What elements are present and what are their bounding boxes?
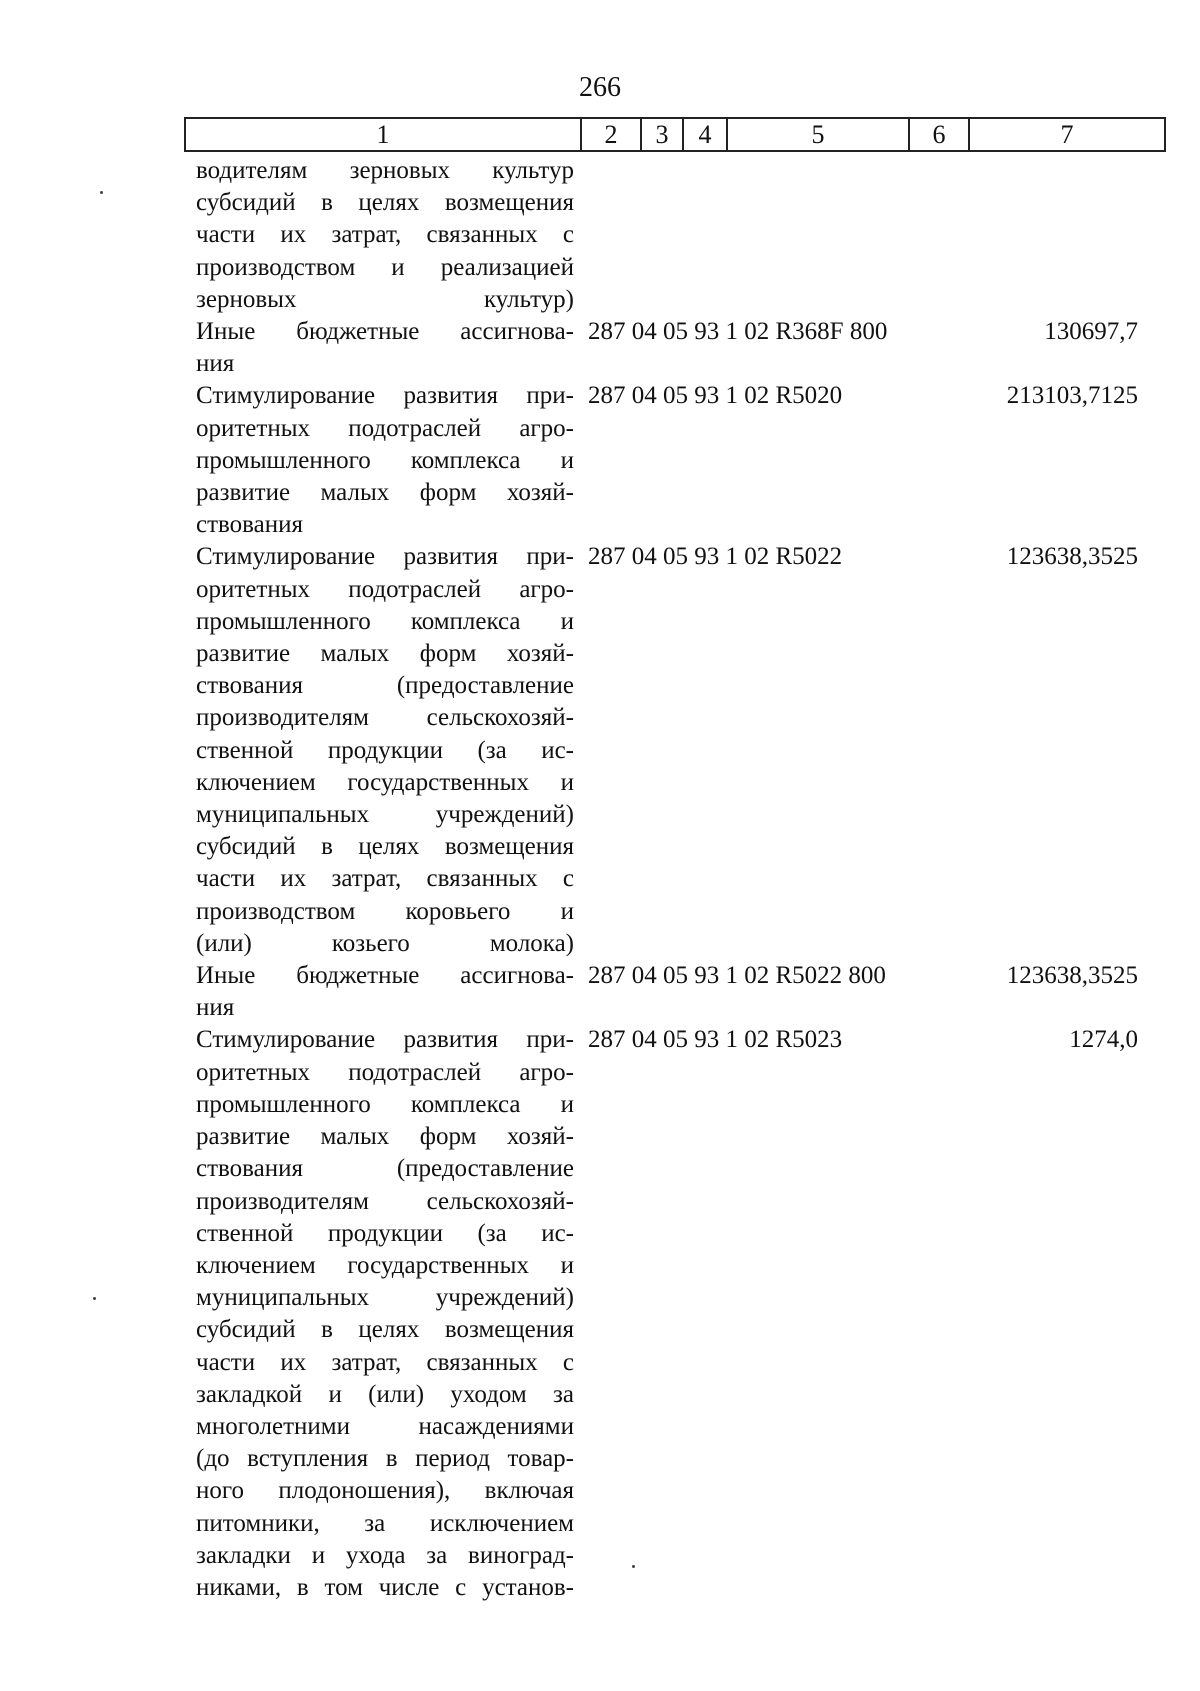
description-line: ния — [196, 350, 235, 378]
description-line: развитие малых форм хозяй- — [196, 479, 574, 507]
scan-speck — [93, 1297, 96, 1300]
description-line: закладкой и (или) уходом за — [196, 1380, 574, 1408]
description-line: ствования — [196, 511, 303, 539]
column-header-7: 7 — [969, 118, 1165, 151]
column-header-5: 5 — [727, 118, 909, 151]
budget-classification-code: 287 04 05 93 1 02 R5022 — [588, 543, 843, 571]
description-line: развитие малых форм хозяй- — [196, 640, 574, 668]
column-header-row — [185, 118, 1165, 151]
description-line: оритетных подотраслей агро- — [196, 575, 574, 603]
scan-speck — [632, 1565, 635, 1568]
budget-classification-code: 287 04 05 93 1 02 R5023 — [588, 1026, 843, 1054]
row-description — [196, 541, 574, 960]
description-line: ствования (предоставление — [196, 1155, 574, 1183]
description-line: муниципальных учреждений) — [196, 1284, 574, 1312]
row-description — [196, 155, 574, 316]
description-line: муниципальных учреждений) — [196, 801, 574, 829]
row-description — [196, 380, 574, 541]
description-line: Стимулирование развития при- — [196, 543, 574, 571]
description-line: развитие малых форм хозяй- — [196, 1123, 574, 1151]
description-line: части их затрат, связанных с — [196, 1348, 574, 1376]
description-line: оритетных подотраслей агро- — [196, 1058, 574, 1086]
description-line: промышленного комплекса и — [196, 1090, 574, 1118]
description-line: ственной продукции (за ис- — [196, 1219, 574, 1247]
column-header-1: 1 — [185, 118, 581, 151]
row-description — [196, 316, 574, 380]
description-line: никами, в том числе с установ- — [196, 1573, 574, 1601]
table-row — [196, 1024, 1176, 1604]
scan-speck — [100, 191, 103, 194]
description-line: (до вступления в период товар- — [196, 1445, 574, 1473]
description-line: промышленного комплекса и — [196, 446, 574, 474]
budget-classification-code: 287 04 05 93 1 02 R5022 800 — [588, 962, 886, 990]
column-header-table — [184, 117, 1166, 152]
description-line: субсидий в целях возмещения — [196, 833, 574, 861]
description-line: закладки и ухода за виноград- — [196, 1541, 574, 1569]
description-line: производителям сельскохозяй- — [196, 1187, 574, 1215]
budget-classification-code: 287 04 05 93 1 02 R5020 — [588, 382, 843, 410]
description-line: промышленного комплекса и — [196, 607, 574, 635]
description-line: питомники, за исключением — [196, 1509, 574, 1537]
amount-value: 123638,3525 — [1006, 962, 1138, 990]
description-line: производителям сельскохозяй- — [196, 704, 574, 732]
amount-value: 130697,7 — [1044, 318, 1138, 346]
row-description — [196, 960, 574, 1024]
row-description — [196, 1024, 574, 1604]
table-row — [196, 316, 1176, 380]
amount-value: 123638,3525 — [1006, 543, 1138, 571]
table-row — [196, 960, 1176, 1024]
description-line: части их затрат, связанных с — [196, 221, 574, 249]
column-header-2: 2 — [581, 118, 641, 151]
description-line: субсидий в целях возмещения — [196, 189, 574, 217]
description-line: многолетними насаждениями — [196, 1412, 574, 1440]
description-line: производством коровьего и — [196, 897, 574, 925]
description-line: субсидий в целях возмещения — [196, 1316, 574, 1344]
description-line: части их затрат, связанных с — [196, 865, 574, 893]
budget-table-body — [196, 155, 1176, 1604]
budget-classification-code: 287 04 05 93 1 02 R368F 800 — [588, 318, 888, 346]
description-line: Стимулирование развития при- — [196, 1026, 574, 1054]
description-line: ключением государственных и — [196, 768, 574, 796]
description-line: зерновых культур) — [196, 285, 574, 313]
amount-value: 1274,0 — [1069, 1026, 1138, 1054]
description-line: ключением государственных и — [196, 1251, 574, 1279]
description-line: ния — [196, 994, 235, 1022]
description-line: Иные бюджетные ассигнова- — [196, 962, 574, 990]
column-header-3: 3 — [641, 118, 683, 151]
amount-value: 213103,7125 — [1006, 382, 1138, 410]
description-line: оритетных подотраслей агро- — [196, 414, 574, 442]
description-line: Иные бюджетные ассигнова- — [196, 318, 574, 346]
description-line: ственной продукции (за ис- — [196, 736, 574, 764]
description-line: производством и реализацией — [196, 253, 574, 281]
column-header-6: 6 — [909, 118, 969, 151]
table-row — [196, 155, 1176, 316]
table-row — [196, 541, 1176, 960]
description-line: ного плодоношения), включая — [196, 1477, 574, 1505]
description-line: Стимулирование развития при- — [196, 382, 574, 410]
description-line: водителям зерновых культур — [196, 157, 574, 184]
description-line: ствования (предоставление — [196, 672, 574, 700]
page-number: 266 — [579, 72, 621, 103]
description-line: (или) козьего молока) — [196, 929, 574, 957]
table-row — [196, 380, 1176, 541]
column-header-4: 4 — [683, 118, 727, 151]
